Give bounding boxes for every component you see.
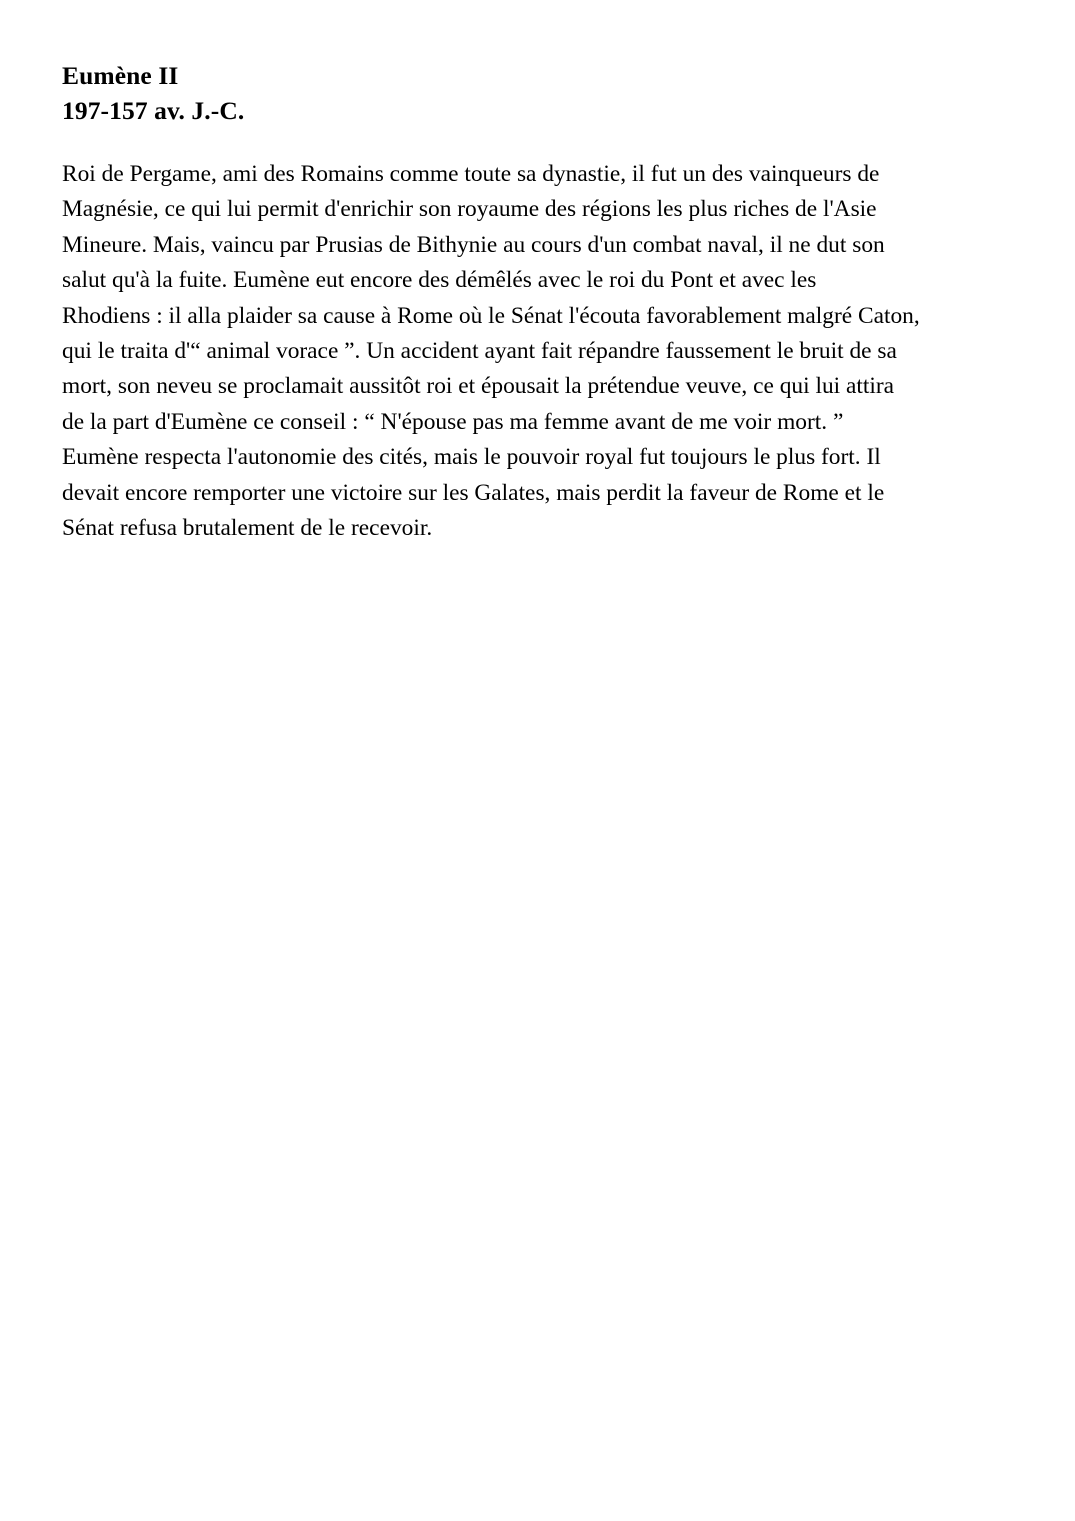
body-line: Rhodiens : il alla plaider sa cause à Rome où le Sénat l'écouta favorablement malgré Caton, (62, 302, 920, 329)
body-line: de la part d'Eumène ce conseil : “ N'épouse pas ma femme avant de me voir mort. ” (62, 408, 844, 435)
body-line: Sénat refusa brutalement de le recevoir. (62, 515, 433, 542)
body-line: Mineure. Mais, vaincu par Prusias de Bithynie au cours d'un combat naval, il ne dut son (62, 231, 885, 258)
page-title (62, 58, 1005, 128)
body-paragraph (62, 157, 1005, 546)
body-line: Eumène respecta l'autonomie des cités, mais le pouvoir royal fut toujours le plus fort. Il (62, 444, 881, 471)
body-line: devait encore remporter une victoire sur les Galates, mais perdit la faveur de Rome et le (62, 479, 885, 506)
body-line: Roi de Pergame, ami des Romains comme toute sa dynastie, il fut un des vainqueurs de (62, 161, 880, 187)
body-line: Magnésie, ce qui lui permit d'enrichir son royaume des régions les plus riches de l'Asie (62, 196, 877, 223)
page-title-line-name: Eumène II (62, 61, 179, 90)
body-line: qui le traita d'“ animal vorace ”. Un accident ayant fait répandre faussement le bruit de sa (62, 338, 897, 365)
body-line: mort, son neveu se proclamait aussitôt roi et épousait la prétendue veuve, ce qui lui attira (62, 373, 895, 400)
page-title-line-dates: 197-157 av. J.-C. (62, 96, 245, 125)
body-line: salut qu'à la fuite. Eumène eut encore des démêlés avec le roi du Pont et avec les (62, 267, 817, 294)
